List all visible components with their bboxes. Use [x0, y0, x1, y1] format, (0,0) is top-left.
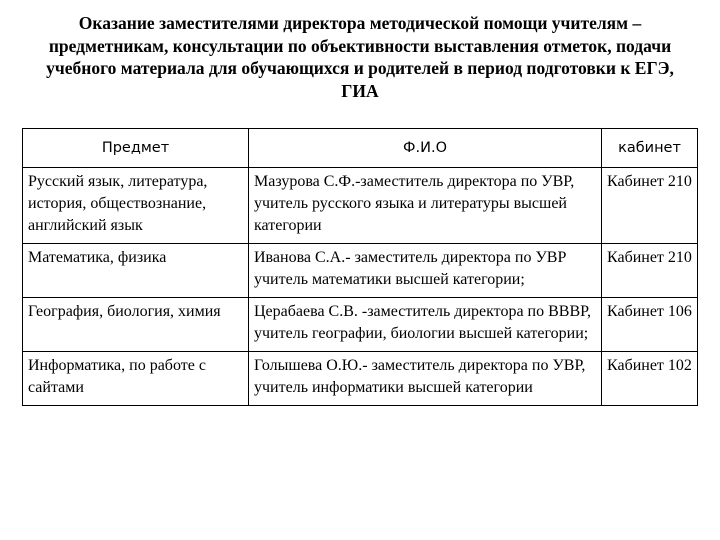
cell-subject: Информатика, по работе с сайтами [23, 352, 249, 406]
cell-room: Кабинет 106 [602, 298, 698, 352]
header-subject: Предмет [23, 129, 249, 168]
cell-name: Голышева О.Ю.- заместитель директора по УВР, учитель информатики высшей категории [249, 352, 602, 406]
header-room: кабинет [602, 129, 698, 168]
cell-room: Кабинет 210 [602, 168, 698, 244]
cell-name: Иванова С.А.- заместитель директора по УВР учитель математики высшей категории; [249, 244, 602, 298]
page-title: Оказание заместителями директора методической помощи учителям – предметникам, консультации по объективности выставления отметок, подачи учебного материала для обучающихся и родителей в период подготовки к ЕГЭ, ГИА [46, 13, 674, 101]
table-row [23, 168, 698, 244]
header-name: Ф.И.О [249, 129, 602, 168]
cell-name: Церабаева С.В. -заместитель директора по ВВВР, учитель географии, биологии высшей категории; [249, 298, 602, 352]
cell-subject: Математика, физика [23, 244, 249, 298]
table-row [23, 244, 698, 298]
table-row [23, 352, 698, 406]
cell-room: Кабинет 102 [602, 352, 698, 406]
table-row [23, 298, 698, 352]
cell-subject: Русский язык, литература, история, обществознание, английский язык [23, 168, 249, 244]
cell-subject: География, биология, химия [23, 298, 249, 352]
cell-name: Мазурова С.Ф.-заместитель директора по УВР, учитель русского языка и литературы высшей категории [249, 168, 602, 244]
staff-table [22, 128, 698, 406]
cell-room: Кабинет 210 [602, 244, 698, 298]
table-header-row [23, 129, 698, 168]
